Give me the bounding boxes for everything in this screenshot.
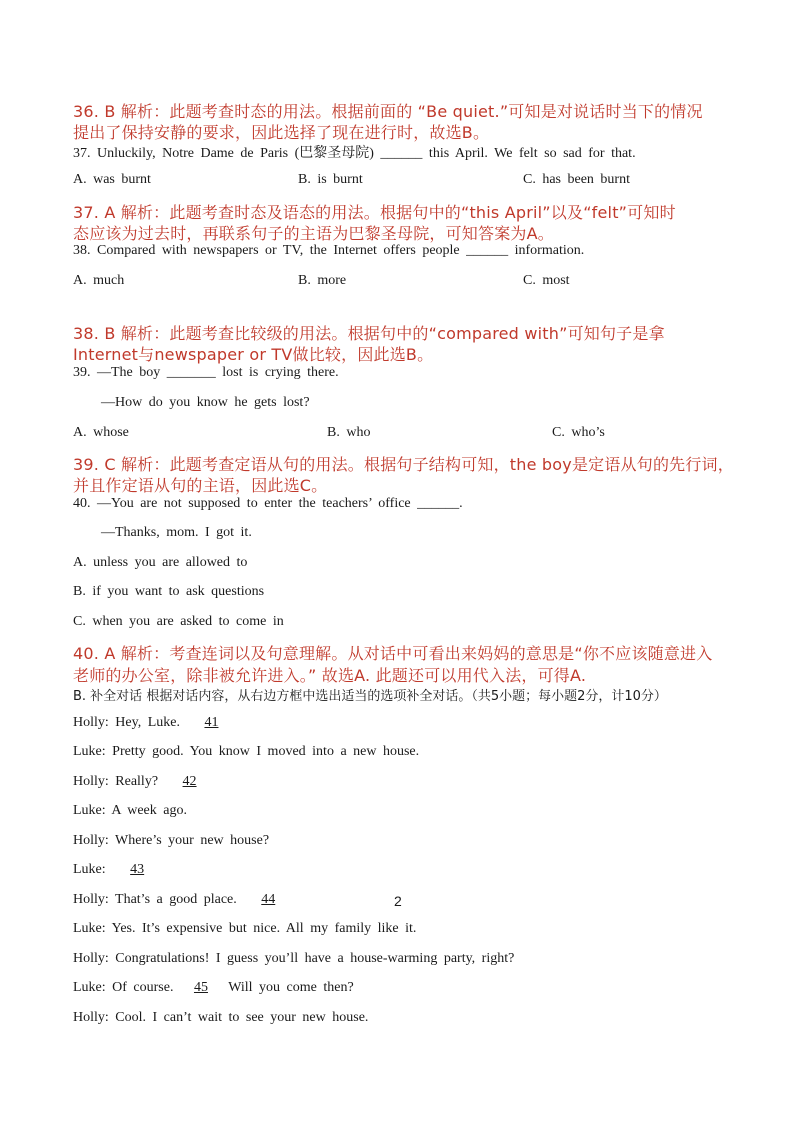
dialogue-line [73, 892, 277, 908]
q39-explanation-line2: 并且作定语从句的主语，因此选C。 [73, 476, 328, 495]
q39-option-c: C. who’s [552, 425, 605, 440]
blank-42: 42 [182, 774, 197, 789]
dialogue-line [73, 715, 220, 731]
q38-explanation-line1: 38. B 解析：此题考查比较级的用法。根据句中的“compared with”可知句子是拿 [73, 324, 665, 343]
q37-stem: 37. Unluckily, Notre Dame de Paris (巴黎圣母院) ______ this April. We felt so sad for that. [73, 146, 636, 161]
dialogue-line [73, 1010, 368, 1026]
q39-reply: —How do you know he gets lost? [101, 395, 310, 410]
dialogue-text: Holly: Really? [73, 774, 159, 789]
q40-option-b: B. if you want to ask questions [73, 584, 265, 599]
q38-explanation-line2: Internet与newspaper or TV做比较，因此选B。 [73, 345, 434, 364]
q40-explanation-line2: 老师的办公室，除非被允许进入。” 故选A. 此题还可以用代入法，可得A. [73, 666, 587, 685]
q39-option-b: B. who [327, 425, 371, 440]
q40-explanation-line1: 40. A 解析：考查连词以及句意理解。从对话中可看出来妈妈的意思是“你不应该随意进入 [73, 644, 713, 663]
section-b-title: B. 补全对话 根据对话内容，从右边方框中选出适当的选项补全对话。（共5小题；每小题2分，计10分） [73, 689, 667, 704]
q40-stem: 40. —You are not supposed to enter the teachers’ office ______. [73, 496, 463, 511]
dialogue-line [73, 921, 416, 937]
blank-43: 43 [130, 862, 145, 877]
q40-option-a: A. unless you are allowed to [73, 555, 248, 570]
dialogue-text: Holly: That’s a good place. [73, 892, 237, 907]
dialogue-line [73, 744, 419, 760]
dialogue-text: Holly: Hey, Luke. [73, 715, 180, 730]
dialogue-text: Holly: Congratulations! I guess you’ll have a house-warming party, right? [73, 951, 515, 966]
dialogue-text: Luke: Of course. [73, 980, 174, 995]
dialogue-text: Luke: Pretty good. You know I moved into a new house. [73, 744, 420, 759]
q39-option-a: A. whose [73, 425, 129, 440]
q36-explanation-line1: 36. B 解析：此题考查时态的用法。根据前面的 “Be quiet.”可知是对说话时当下的情况 [73, 102, 703, 121]
blank-44: 44 [261, 892, 276, 907]
dialogue-text: Luke: Yes. It’s expensive but nice. All my family like it. [73, 921, 417, 936]
q38-option-c: C. most [523, 273, 570, 288]
dialogue-line [73, 774, 199, 790]
q37-option-a: A. was burnt [73, 172, 151, 187]
q36-explanation-line2: 提出了保持安静的要求，因此选择了现在进行时，故选B。 [73, 123, 490, 142]
q38-option-b: B. more [298, 273, 347, 288]
q40-reply: —Thanks, mom. I got it. [101, 525, 252, 540]
q37-option-c: C. has been burnt [523, 172, 630, 187]
dialogue-line [73, 980, 354, 996]
q37-explanation-line2: 态应该为过去时，再联系句子的主语为巴黎圣母院，可知答案为A。 [73, 224, 554, 243]
page-number: 2 [394, 893, 402, 909]
q38-option-a: A. much [73, 273, 125, 288]
q39-explanation-line1: 39. C 解析：此题考查定语从句的用法。根据句子结构可知，the boy是定语从句的先行词， [73, 455, 734, 474]
q39-stem: 39. —The boy _______ lost is crying there. [73, 365, 339, 380]
dialogue-line [73, 833, 269, 849]
dialogue-text: Holly: Where’s your new house? [73, 833, 270, 848]
dialogue-text: Luke: A week ago. [73, 803, 187, 818]
q37-option-b: B. is burnt [298, 172, 363, 187]
q40-option-c: C. when you are asked to come in [73, 614, 284, 629]
q37-explanation-line1: 37. A 解析：此题考查时态及语态的用法。根据句中的“this April”以及“felt”可知时 [73, 203, 676, 222]
dialogue-text: Holly: Cool. I can’t wait to see your new house. [73, 1010, 369, 1025]
blank-41: 41 [204, 715, 219, 730]
dialogue-line [73, 862, 146, 878]
dialogue-line [73, 803, 187, 819]
dialogue-text-after: Will you come then? [228, 980, 354, 995]
q38-stem: 38. Compared with newspapers or TV, the Internet offers people ______ information. [73, 243, 585, 258]
dialogue-line [73, 951, 514, 967]
blank-45: 45 [193, 980, 208, 995]
dialogue-text: Luke: [73, 862, 106, 877]
